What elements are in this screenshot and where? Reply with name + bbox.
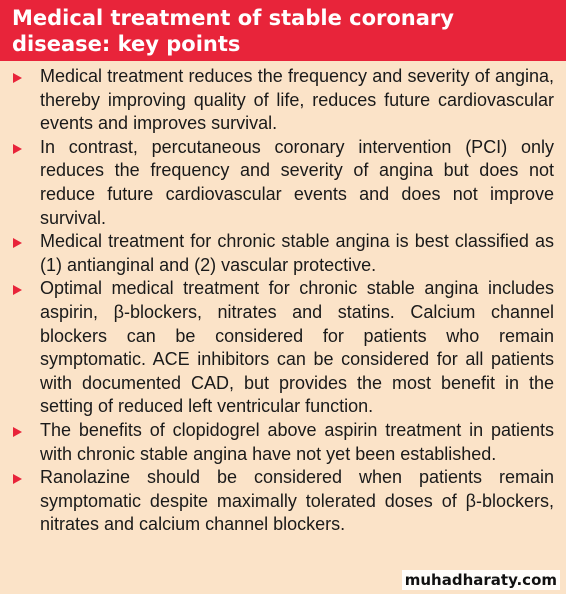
list-item xyxy=(0,277,566,419)
triangle-bullet-icon xyxy=(13,427,22,437)
triangle-bullet-icon xyxy=(13,474,22,484)
list-item xyxy=(0,466,566,537)
list-item xyxy=(0,419,566,466)
triangle-bullet-icon xyxy=(13,285,22,295)
list-item-text: The benefits of clopidogrel above aspirin treatment in patients with chronic stable angina have not yet been established. xyxy=(40,419,554,464)
list-item-text: Medical treatment reduces the frequency and severity of angina, thereby improving quality of life, reduces future cardiovascular events and improves survival. xyxy=(40,66,554,134)
list-item-text: In contrast, percutaneous coronary intervention (PCI) only reduces the frequency and severity of angina but does not reduce future cardiovascular events and does not improve survival. xyxy=(40,136,554,228)
list-item-text: Ranolazine should be considered when patients remain symptomatic despite maximally tolerated doses of β-blockers, nitrates and calcium channel blockers. xyxy=(40,467,554,535)
slide-title: Medical treatment of stable coronary disease: key points xyxy=(0,0,566,61)
triangle-bullet-icon xyxy=(13,144,22,154)
list-item xyxy=(0,136,566,230)
triangle-bullet-icon xyxy=(13,73,22,83)
list-item xyxy=(0,230,566,277)
key-points-list xyxy=(0,65,566,537)
list-item xyxy=(0,65,566,136)
list-item-text: Medical treatment for chronic stable angina is best classified as (1) antianginal and (2) vascular protective. xyxy=(40,231,554,275)
list-item-text: Optimal medical treatment for chronic stable angina includes aspirin, β-blockers, nitrates and statins. Calcium channel blockers can be considered for patients who remain symptomatic. ACE inhibitors can be considered for all patients with documented CAD, but provides the most benefit in the setting of reduced left ventricular function. xyxy=(40,278,554,417)
triangle-bullet-icon xyxy=(13,238,22,248)
watermark: muhadharaty.com xyxy=(402,570,560,590)
